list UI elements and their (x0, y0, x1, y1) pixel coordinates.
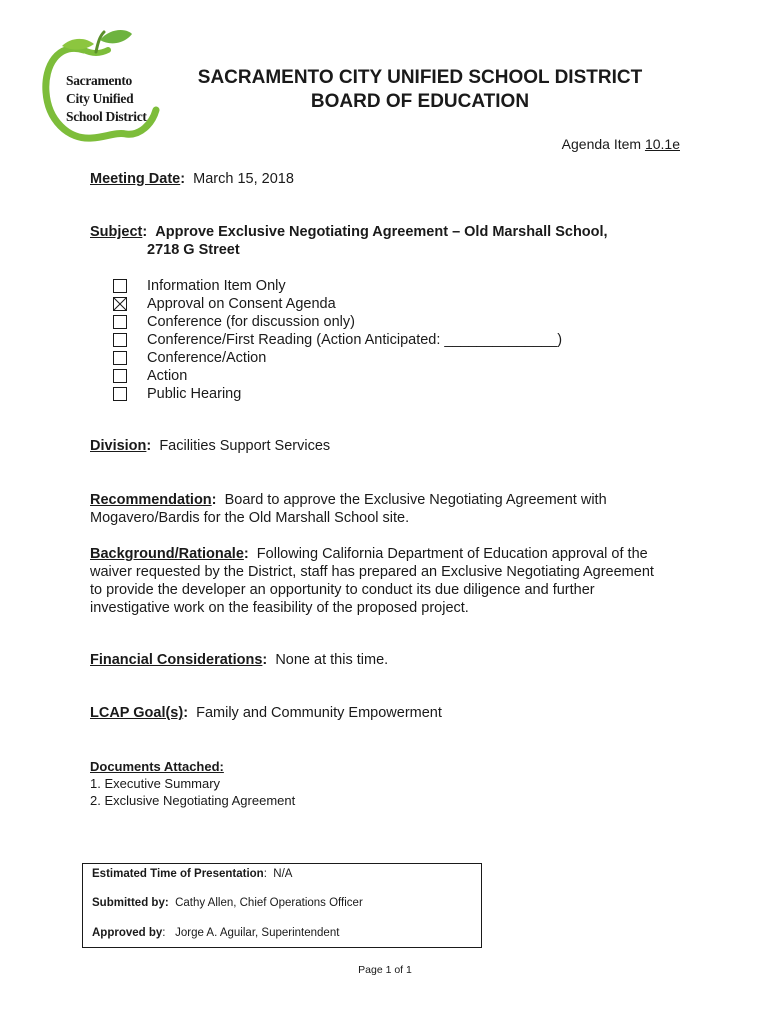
agenda-option-label: Information Item Only (147, 278, 286, 294)
agenda-item-prefix: Agenda Item (561, 136, 645, 152)
checkbox-icon[interactable] (113, 279, 127, 293)
estimated-time-colon: : (263, 868, 267, 880)
estimated-time-label: Estimated Time of Presentation (92, 868, 264, 880)
approved-by-value: Jorge A. Aguilar, Superintendent (175, 927, 340, 939)
submitted-by (92, 897, 363, 909)
checked-checkbox-icon[interactable] (113, 297, 127, 311)
agenda-option-label: Conference/First Reading (Action Anticipated: ______________) (147, 332, 563, 348)
background-colon: : (243, 546, 249, 562)
recommendation-colon: : (211, 492, 217, 508)
checkbox-icon[interactable] (113, 315, 127, 329)
logo-text-line2: City Unified (66, 91, 134, 106)
agenda-option-row (113, 331, 562, 349)
background-line3: to provide the developer an opportunity to conduct its due diligence and further (90, 582, 595, 598)
financial-considerations (90, 652, 388, 668)
page-number: Page 1 of 1 (358, 964, 412, 976)
checkbox-icon[interactable] (113, 333, 127, 347)
agenda-option-label: Conference/Action (147, 350, 267, 366)
recommendation-line2: Mogavero/Bardis for the Old Marshall School site. (90, 510, 410, 526)
division-colon: : (146, 438, 152, 454)
agenda-option-label: Action (147, 368, 188, 384)
financial-label: Financial Considerations (90, 652, 263, 668)
agenda-item-number: 10.1e (644, 136, 680, 152)
agenda-option-label: Public Hearing (147, 386, 242, 402)
submitted-by-value: Cathy Allen, Chief Operations Officer (175, 897, 363, 909)
checkbox-icon[interactable] (113, 369, 127, 383)
page-subtitle: BOARD OF EDUCATION (310, 91, 530, 112)
background-rationale (90, 545, 710, 617)
approved-by-colon: : (162, 927, 166, 939)
background-line2: waiver requested by the District, staff has prepared an Exclusive Negotiating Agreement (90, 564, 654, 580)
apple-logo-icon (40, 28, 160, 148)
background-line1: Following California Department of Education approval of the (256, 546, 648, 562)
division (90, 438, 330, 454)
agenda-option-row (113, 277, 286, 295)
agenda-option-row (113, 367, 187, 385)
agenda-option-row (113, 349, 266, 367)
subject-colon: : (142, 224, 148, 240)
subject-line1: Approve Exclusive Negotiating Agreement – Old Marshall School, (155, 224, 608, 240)
financial-colon: : (262, 652, 268, 668)
agenda-option-label: Conference (for discussion only) (147, 314, 355, 330)
logo-text-line3: School District (66, 109, 147, 124)
checkbox-icon[interactable] (113, 387, 127, 401)
recommendation (90, 491, 690, 527)
agenda-option-row (113, 313, 355, 331)
division-value: Facilities Support Services (159, 438, 331, 454)
documents-attached-title: Documents Attached: (90, 759, 224, 774)
lcap-goals (90, 705, 442, 721)
estimated-time-value: N/A (273, 868, 293, 880)
estimated-time (92, 868, 292, 880)
background-line4: investigative work on the feasibility of the proposed project. (90, 600, 469, 616)
lcap-colon: : (183, 705, 189, 721)
presentation-info-box (82, 863, 482, 948)
background-label: Background/Rationale (90, 546, 244, 562)
meeting-date-label: Meeting Date (90, 171, 181, 187)
submitted-by-label: Submitted by: (92, 897, 169, 909)
district-logo (40, 28, 160, 148)
logo-text-line1: Sacramento (66, 73, 132, 88)
recommendation-line1: Board to approve the Exclusive Negotiating Agreement with (224, 492, 607, 508)
subject-line2: 2718 G Street (147, 242, 240, 258)
lcap-label: LCAP Goal(s) (90, 705, 184, 721)
page-title: SACRAMENTO CITY UNIFIED SCHOOL DISTRICT (197, 67, 643, 88)
agenda-option-row (113, 295, 336, 313)
lcap-value: Family and Community Empowerment (196, 705, 442, 721)
meeting-date (90, 171, 294, 187)
approved-by-label: Approved by (92, 927, 163, 939)
agenda-item (562, 136, 680, 152)
document-item-2: 2. Exclusive Negotiating Agreement (90, 793, 296, 808)
agenda-option-row (113, 385, 241, 403)
meeting-date-colon: : (180, 171, 186, 187)
agenda-option-label: Approval on Consent Agenda (147, 296, 336, 312)
division-label: Division (90, 438, 147, 454)
subject-label: Subject (90, 224, 143, 240)
financial-value: None at this time. (275, 652, 389, 668)
approved-by (92, 927, 339, 939)
document-item-1: 1. Executive Summary (90, 776, 221, 791)
meeting-date-value: March 15, 2018 (193, 171, 294, 187)
recommendation-label: Recommendation (90, 492, 212, 508)
checkbox-icon[interactable] (113, 351, 127, 365)
subject (90, 224, 608, 240)
